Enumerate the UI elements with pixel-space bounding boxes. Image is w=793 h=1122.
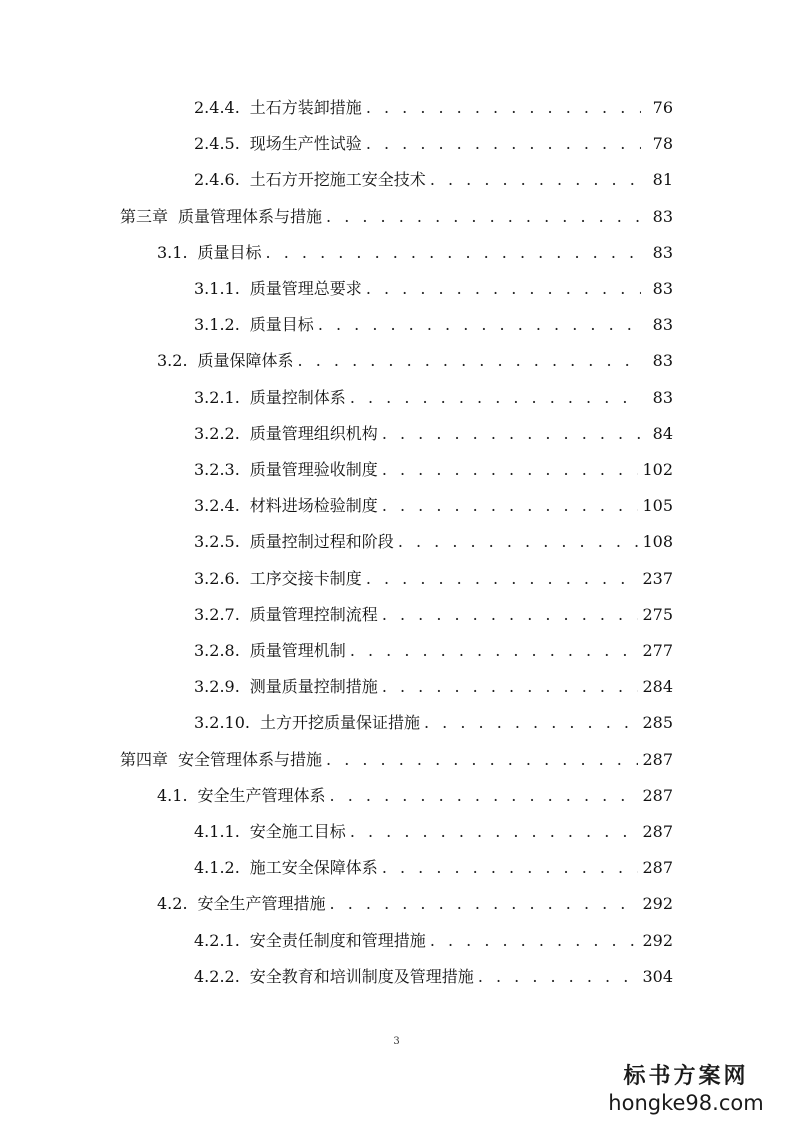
toc-entry-number: 2.4.5. (194, 134, 240, 154)
toc-dot-leader (382, 854, 639, 882)
toc-entry-text (194, 384, 346, 412)
toc-entry[interactable] (157, 782, 673, 810)
toc-entry[interactable] (194, 927, 673, 955)
toc-entry[interactable] (194, 384, 673, 412)
toc-entry-number: 3.2.10. (194, 713, 250, 733)
toc-entry-text (120, 203, 322, 231)
toc-entry-number: 2.4.4. (194, 98, 240, 117)
toc-entry-title: 质量管理验收制度 (249, 460, 378, 479)
toc-entry-text (194, 709, 420, 737)
toc-entry[interactable] (194, 963, 673, 991)
toc-entry-title: 土石方开挖施工安全技术 (249, 170, 426, 190)
toc-entry-page: 108 (642, 532, 673, 552)
toc-dot-leader (366, 130, 641, 158)
toc-dot-leader (382, 601, 639, 629)
toc-entry-title: 质量管理机制 (249, 641, 346, 660)
toc-entry-page: 83 (652, 242, 673, 262)
toc-entry-text (194, 420, 378, 448)
toc-entry-number: 2.4.6. (194, 170, 240, 190)
toc-entry-text (194, 311, 314, 339)
toc-entry-text (120, 746, 322, 774)
toc-entry-text (194, 601, 378, 629)
toc-entry-number: 第四章 (120, 749, 169, 769)
toc-entry[interactable] (194, 166, 673, 194)
toc-entry-page: 76 (652, 98, 673, 117)
toc-entry-text (194, 637, 346, 665)
toc-entry-page: 287 (642, 785, 673, 805)
toc-entry-title: 材料进场检验制度 (249, 496, 378, 516)
toc-entry-text (157, 782, 326, 810)
toc-entry-text (194, 963, 474, 991)
toc-entry-title: 现场生产性试验 (249, 134, 362, 154)
toc-dot-leader (382, 456, 639, 484)
page-number: 3 (393, 1036, 400, 1047)
toc-entry-title: 质量目标 (197, 242, 262, 262)
toc-entry-number: 3.2.5. (194, 532, 240, 552)
toc-entry-page: 81 (652, 170, 673, 190)
toc-entry-page: 237 (642, 568, 673, 588)
toc-entry-number: 3.1. (157, 242, 188, 262)
watermark-title: 标书方案网 (623, 1063, 749, 1089)
toc-entry[interactable] (157, 890, 673, 918)
toc-entry-number: 3.2.2. (194, 423, 240, 443)
toc-entry-text (194, 130, 362, 158)
toc-entry-text (194, 673, 378, 701)
toc-entry-number: 3.2.1. (194, 387, 240, 407)
toc-entry-page: 83 (652, 351, 673, 371)
toc-dot-leader (366, 275, 641, 303)
toc-entry-text (157, 239, 262, 267)
toc-entry-number: 第三章 (120, 206, 169, 226)
toc-entry-title: 质量目标 (249, 315, 314, 335)
toc-dot-leader (326, 746, 638, 774)
toc-dot-leader (330, 782, 639, 810)
toc-entry[interactable] (194, 818, 673, 846)
toc-entry-title: 安全生产管理措施 (197, 894, 326, 914)
toc-dot-leader (430, 166, 641, 194)
toc-entry[interactable] (194, 311, 673, 339)
toc-entry[interactable] (194, 565, 673, 593)
toc-entry-number: 3.2.8. (194, 641, 240, 660)
toc-entry[interactable] (194, 492, 673, 520)
toc-entry-text (194, 927, 426, 955)
toc-entry-page: 84 (652, 423, 673, 443)
toc-entry-page: 292 (642, 930, 673, 950)
toc-entry-page: 83 (652, 315, 673, 335)
toc-entry-title: 质量管理控制流程 (249, 604, 378, 624)
toc-entry-number: 3.2.7. (194, 604, 240, 624)
toc-dot-leader (266, 239, 641, 267)
toc-dot-leader (326, 203, 641, 231)
toc-dot-leader (366, 565, 639, 593)
toc-entry[interactable] (194, 673, 673, 701)
toc-entry-page: 83 (652, 387, 673, 407)
toc-entry-page: 83 (652, 279, 673, 298)
toc-entry-number: 3.2. (157, 351, 188, 371)
toc-entry-page: 285 (642, 713, 673, 733)
toc-entry-number: 3.2.6. (194, 568, 240, 588)
toc-entry-title: 质量管理总要求 (249, 279, 362, 298)
toc-entry-title: 安全教育和培训制度及管理措施 (249, 966, 474, 986)
toc-entry-title: 质量管理体系与措施 (178, 206, 323, 226)
toc-entry-text (194, 528, 394, 556)
toc-entry-page: 105 (642, 496, 673, 516)
toc-entry-number: 4.2.1. (194, 930, 240, 950)
toc-entry-page: 102 (642, 460, 673, 479)
toc-entry-number: 4.2.2. (194, 966, 240, 986)
toc-dot-leader (382, 420, 641, 448)
toc-dot-leader (366, 94, 641, 122)
toc-entry-title: 工序交接卡制度 (249, 568, 362, 588)
toc-dot-leader (430, 927, 639, 955)
toc-dot-leader (398, 528, 639, 556)
watermark-logo (591, 1062, 781, 1116)
toc-dot-leader (478, 963, 639, 991)
toc-entry-text (194, 854, 378, 882)
toc-entry-page: 83 (652, 206, 673, 226)
toc-entry-title: 土方开挖质量保证措施 (259, 713, 420, 733)
toc-entry-number: 3.2.3. (194, 460, 240, 479)
toc-entry-page: 292 (642, 894, 673, 914)
toc-entry-number: 3.2.9. (194, 677, 240, 697)
toc-entry-text (157, 347, 294, 375)
watermark-url: hongke98.com (608, 1091, 764, 1115)
toc-entry-title: 土石方装卸措施 (249, 98, 362, 117)
toc-dot-leader (350, 384, 641, 412)
toc-entry-page: 275 (642, 604, 673, 624)
toc-entry-page: 78 (652, 134, 673, 154)
toc-entry-number: 4.1.1. (194, 822, 240, 841)
toc-dot-leader (424, 709, 638, 737)
toc-dot-leader (330, 890, 639, 918)
toc-entry-title: 质量控制过程和阶段 (249, 532, 394, 552)
toc-entry-text (194, 818, 346, 846)
toc-entry-page: 287 (642, 822, 673, 841)
toc-entry[interactable] (157, 347, 673, 375)
toc-entry-number: 3.1.2. (194, 315, 240, 335)
toc-entry-page: 277 (642, 641, 673, 660)
toc-entry-page: 284 (642, 677, 673, 697)
toc-entry-text (194, 94, 362, 122)
toc-entry-title: 安全管理体系与措施 (178, 749, 323, 769)
toc-entry-number: 4.1.2. (194, 858, 240, 878)
toc-dot-leader (318, 311, 641, 339)
toc-entry[interactable] (194, 275, 673, 303)
toc-entry[interactable] (194, 130, 673, 158)
toc-dot-leader (350, 637, 639, 665)
toc-entry-number: 3.1.1. (194, 279, 240, 298)
toc-entry-title: 安全施工目标 (249, 822, 346, 841)
toc-entry-title: 质量管理组织机构 (249, 423, 378, 443)
toc-entry-text (194, 275, 362, 303)
toc-entry[interactable] (194, 420, 673, 448)
toc-dot-leader (382, 673, 639, 701)
toc-entry-text (157, 890, 326, 918)
toc-entry[interactable] (194, 456, 673, 484)
toc-entry[interactable] (120, 203, 673, 231)
toc-entry[interactable] (194, 94, 673, 122)
toc-dot-leader (382, 492, 639, 520)
toc-entry[interactable] (194, 637, 673, 665)
toc-entry-page: 304 (642, 966, 673, 986)
toc-entry-title: 施工安全保障体系 (249, 858, 378, 878)
toc-entry[interactable] (194, 854, 673, 882)
toc-entry-page: 287 (642, 749, 673, 769)
toc-entry[interactable] (194, 528, 673, 556)
toc-entry-page: 287 (642, 858, 673, 878)
toc-entry-text (194, 565, 362, 593)
toc-entry-text (194, 492, 378, 520)
toc-entry-title: 质量保障体系 (197, 351, 294, 371)
toc-entry[interactable] (157, 239, 673, 267)
toc-entry[interactable] (120, 746, 673, 774)
toc-entry-title: 安全生产管理体系 (197, 785, 326, 805)
toc-entry-number: 4.2. (157, 894, 188, 914)
toc-entry-number: 3.2.4. (194, 496, 240, 516)
toc-dot-leader (350, 818, 639, 846)
toc-entry-title: 安全责任制度和管理措施 (249, 930, 426, 950)
toc-entry-title: 质量控制体系 (249, 387, 346, 407)
toc-entry-text (194, 166, 426, 194)
toc-dot-leader (298, 347, 641, 375)
toc-entry[interactable] (194, 601, 673, 629)
toc-entry-text (194, 456, 378, 484)
toc-entry-number: 4.1. (157, 785, 188, 805)
toc-entry-title: 测量质量控制措施 (249, 677, 378, 697)
toc-entry[interactable] (194, 709, 673, 737)
